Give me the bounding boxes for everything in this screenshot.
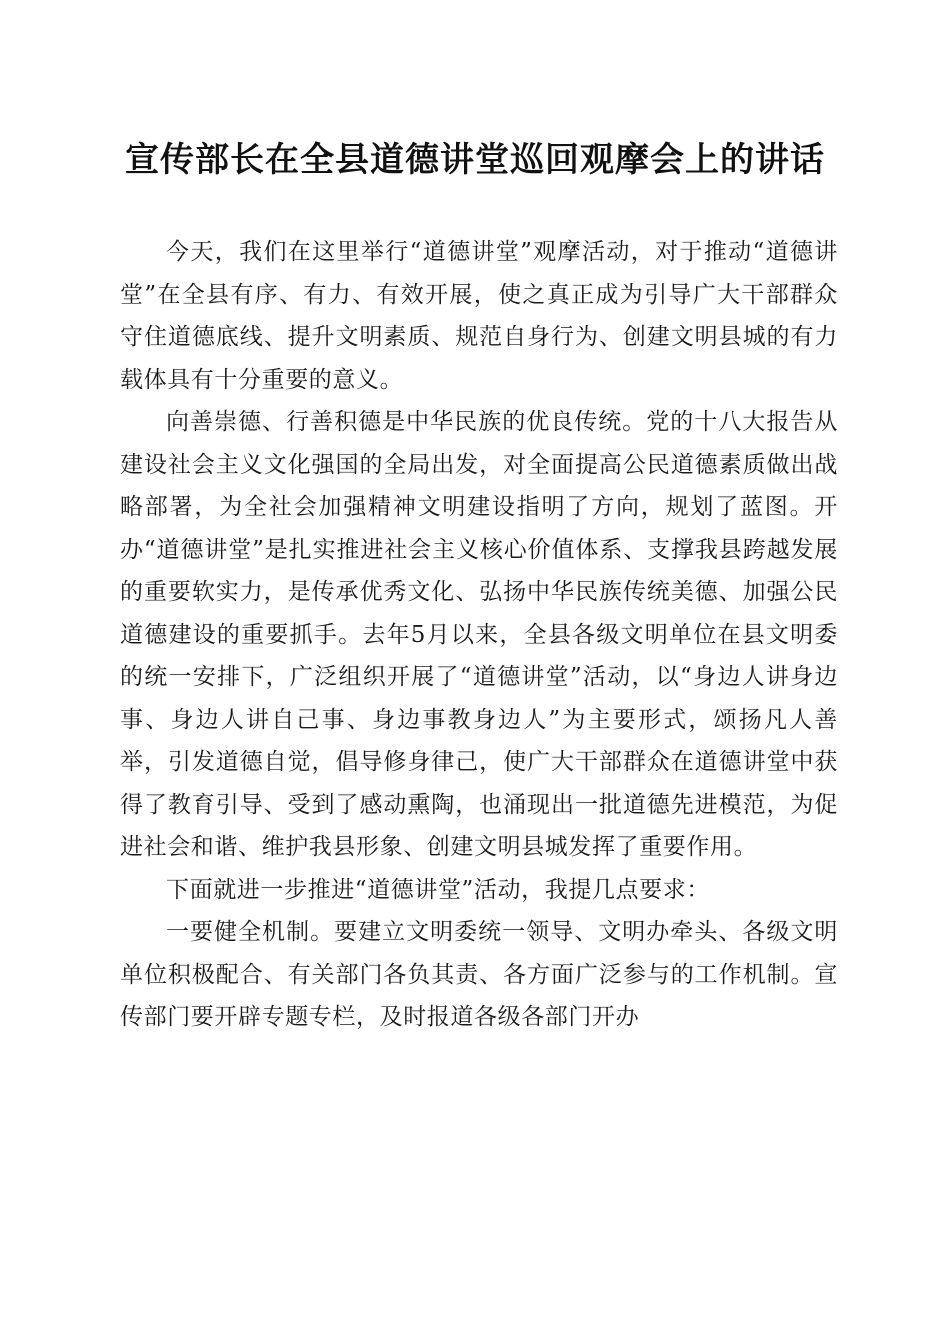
paragraph-tradition: 向善崇德、行善积德是中华民族的优良传统。党的十八大报告从建设社会主义文化强国的全局出发，对全面提高公民道德素质做出战略部署，为全社会加强精神文明建设指明了方向，规划了蓝图。开办“道德讲堂”是扎实推进社会主义核心价值体系、支撑我县跨越发展的重要软实力，是传承优秀文化、弘扬中华民族传统美德、加强公民道德建设的重要抓手。去年5月以来，全县各级文明单位在县文明委的统一安排下，广泛组织开展了“道德讲堂”活动，以“身边人讲身边事、身边人讲自己事、身边事教身边人”为主要形式，颂扬凡人善举，引发道德自觉，倡导修身律己，使广大干部群众在道德讲堂中获得了教育引导、受到了感动熏陶，也涌现出一批道德先进模范，为促进社会和谐、维护我县形象、创建文明县城发挥了重要作用。 (120, 409, 838, 860)
paragraph-mechanism: 一要健全机制。要建立文明委统一领导、文明办牵头、各级文明单位积极配合、有关部门各负其责、各方面广泛参与的工作机制。宣传部门要开辟专题专栏，及时报道各级各部门开办 (120, 919, 838, 1030)
document-title: 宣传部长在全县道德讲堂巡回观摩会上的讲话 (125, 140, 825, 180)
paragraph-opening: 今天，我们在这里举行“道德讲堂”观摩活动，对于推动“道德讲堂”在全县有序、有力、有效开展，使之真正成为引导广大干部群众守住道德底线、提升文明素质、规范自身行为、创建文明县城的有力载体具有十分重要的意义。 (120, 239, 838, 393)
paragraph-requirements-intro: 下面就进一步推进“道德讲堂”活动，我提几点要求： (166, 876, 710, 903)
document-body (120, 231, 838, 1039)
